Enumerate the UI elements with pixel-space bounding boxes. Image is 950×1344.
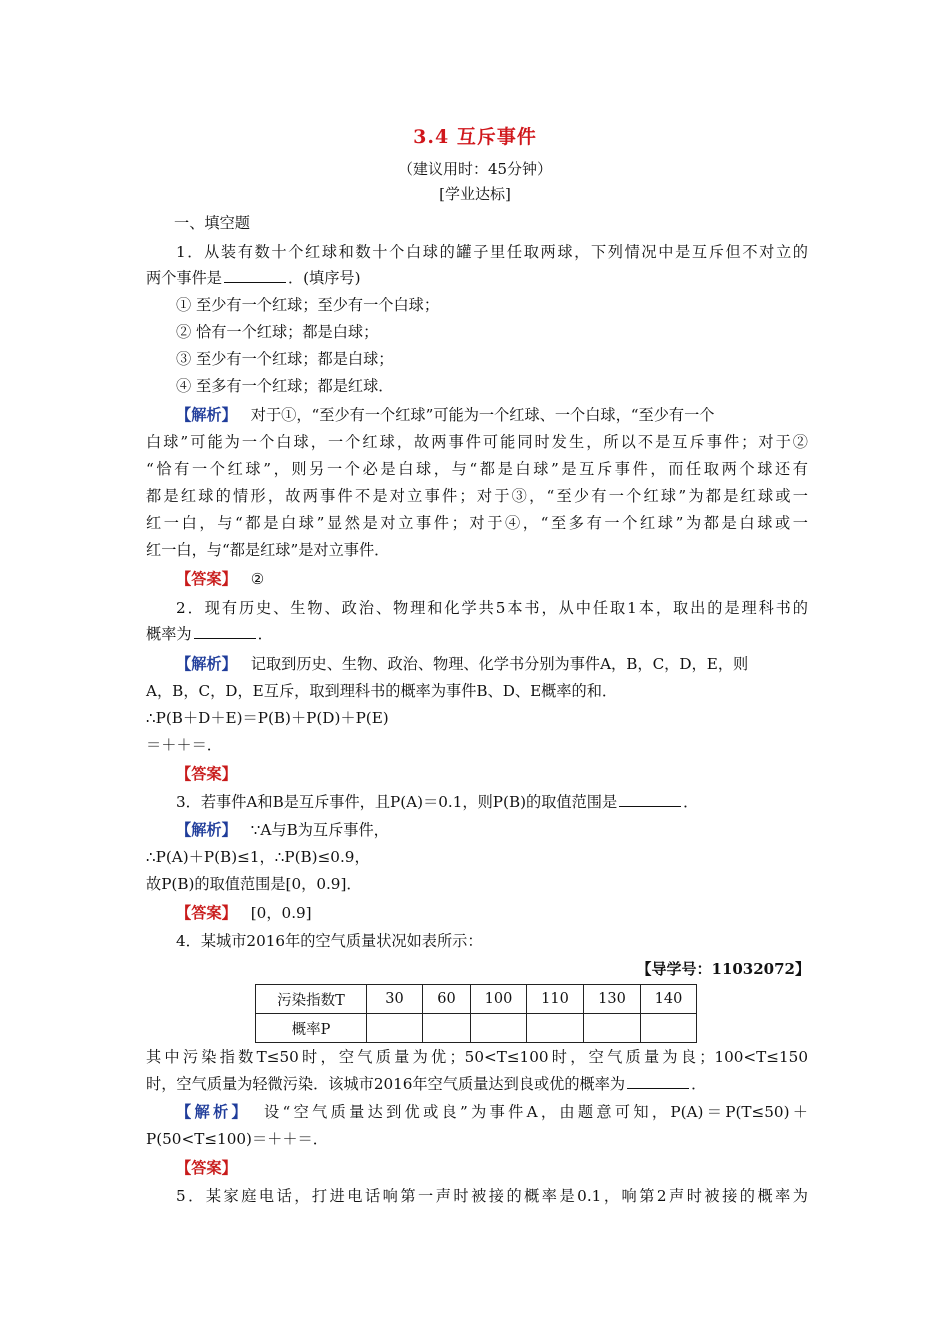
page-title: 3.4 互斥事件: [413, 126, 537, 148]
table-cell: 140: [641, 985, 697, 1014]
q2-stem-line2: 概率为 ．: [146, 625, 273, 643]
q2-analysis-line1: 【解析】 记取到历史、生物、政治、物理、化学书分别为事件A，B，C，D，E，则: [176, 655, 749, 673]
time-note: （建议用时：45分钟）: [397, 160, 553, 178]
q2-analysis-line3: ∴P(B＋D＋E)＝P(B)＋P(D)＋P(E): [146, 709, 389, 727]
q4-stem: 4．某城市2016年的空气质量状况如表所示：: [176, 932, 483, 950]
table-cell: 概率P: [256, 1014, 367, 1043]
table-cell: [367, 1014, 423, 1043]
answer-blank: [194, 626, 256, 639]
analysis-label: 【解析】: [176, 655, 237, 673]
table-cell: 60: [423, 985, 471, 1014]
table-cell: [423, 1014, 471, 1043]
table-row: [256, 985, 697, 1014]
q1-analysis-line3: “恰有一个红球”，则另一个必是白球，与“都是白球”是互斥事件，而任取两个球还有: [146, 460, 808, 478]
table-cell: [641, 1014, 697, 1043]
q1-analysis-line4: 都是红球的情形，故两事件不是对立事件；对于③，“至少有一个红球”为都是红球或一: [146, 487, 808, 505]
table-cell: 100: [471, 985, 527, 1014]
q2-analysis-line2: A，B，C，D，E互斥，取到理科书的概率为事件B、D、E概率的和．: [146, 682, 618, 700]
q1-option-1: ① 至少有一个红球；至少有一个白球；: [176, 296, 440, 314]
q3-analysis-line3: 故P(B)的取值范围是[0，0.9]．: [146, 875, 362, 893]
answer-blank: [627, 1076, 689, 1089]
q3-analysis-line1: 【解析】 ∵A与B为互斥事件，: [176, 821, 389, 839]
q3-stem: 3．若事件A和B是互斥事件，且P(A)＝0.1，则P(B)的取值范围是 ．: [176, 793, 699, 811]
table-cell: 污染指数T: [256, 985, 367, 1014]
q1-answer: 【答案】 ②: [176, 570, 265, 588]
q4-analysis-line2: P(50<T≤100)＝＋＋＝．: [146, 1130, 328, 1148]
guide-number: 【导学号：11032072】: [636, 960, 810, 978]
table-cell: 110: [527, 985, 584, 1014]
table-cell: [584, 1014, 641, 1043]
q2-answer: [176, 763, 808, 784]
table-cell: 130: [584, 985, 641, 1014]
q1-option-4: ④ 至多有一个红球；都是红球．: [176, 377, 394, 395]
analysis-label: 【解析】: [176, 1103, 250, 1121]
q1-analysis-line1: 【解析】 对于①，“至少有一个红球”可能为一个红球、一个白球，“至少有一个: [176, 406, 715, 424]
answer-label: 【答案】: [176, 904, 237, 922]
answer-label: 【答案】: [176, 1159, 237, 1177]
q1-analysis-line2: 白球”可能为一个白球，一个红球，故两事件可能同时发生，所以不是互斥事件；对于②: [146, 433, 808, 451]
q4-answer: [176, 1157, 808, 1178]
answer-blank: [224, 270, 286, 283]
q2-analysis-line4: ＝＋＋＝．: [146, 736, 222, 754]
table-cell: [527, 1014, 584, 1043]
q1-stem-line2: 两个事件是 ．(填序号): [146, 269, 361, 287]
pollution-table: [255, 984, 697, 1043]
q4-analysis-line1: 【解析】 设“空气质量达到优或良”为事件A，由题意可知，P(A)＝P(T≤50)＋: [176, 1103, 808, 1121]
analysis-label: 【解析】: [176, 406, 237, 424]
q4-text-line1: 其中污染指数T≤50时，空气质量为优；50<T≤100时，空气质量为良；100<T≤150: [146, 1048, 808, 1066]
q1-stem-line1: 1．从装有数十个红球和数十个白球的罐子里任取两球，下列情况中是互斥但不对立的: [176, 243, 808, 261]
answer-blank: [619, 794, 681, 807]
q4-text-line2: 时，空气质量为轻微污染．该城市2016年空气质量达到良或优的概率为 ．: [146, 1075, 707, 1093]
q1-option-2: ② 恰有一个红球；都是白球；: [176, 323, 379, 341]
table-cell: 30: [367, 985, 423, 1014]
q1-option-3: ③ 至少有一个红球；都是白球；: [176, 350, 394, 368]
part-heading: 一、填空题: [174, 214, 250, 232]
q1-analysis-line5: 红一白，与“都是白球”显然是对立事件；对于④，“至多有一个红球”为都是白球或一: [146, 514, 808, 532]
analysis-label: 【解析】: [176, 821, 237, 839]
q3-analysis-line2: ∴P(A)＋P(B)≤1，∴P(B)≤0.9，: [146, 848, 370, 866]
answer-label: 【答案】: [176, 765, 237, 783]
table-row: [256, 1014, 697, 1043]
q2-stem-line1: 2．现有历史、生物、政治、物理和化学共5本书，从中任取1本，取出的是理科书的: [176, 599, 808, 617]
q1-analysis-line6: 红一白，与“都是红球”是对立事件．: [146, 541, 390, 559]
q5-stem-line1: 5．某家庭电话，打进电话响第一声时被接的概率是0.1，响第2声时被接的概率为: [176, 1187, 808, 1205]
section-tag: [学业达标]: [439, 185, 511, 203]
q3-answer: 【答案】 [0，0.9]: [176, 904, 312, 922]
answer-label: 【答案】: [176, 570, 237, 588]
table-cell: [471, 1014, 527, 1043]
